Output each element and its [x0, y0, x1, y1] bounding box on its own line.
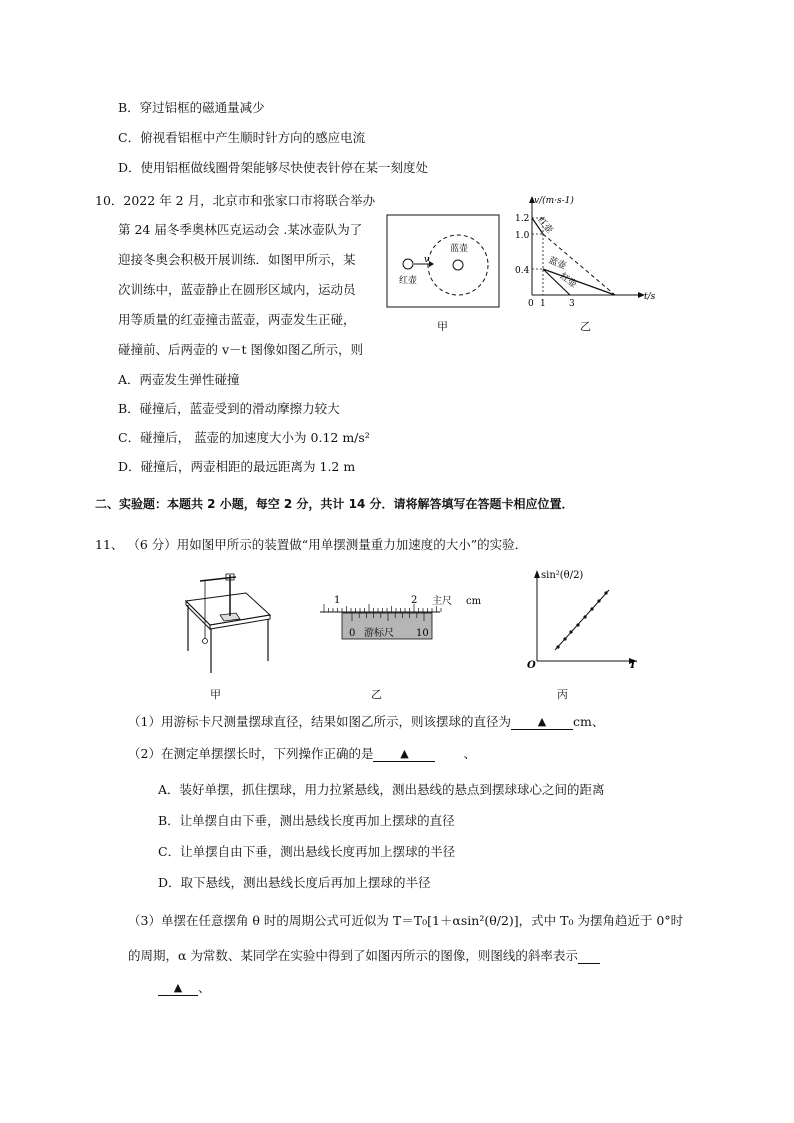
data-point [597, 599, 600, 602]
x-tick-0: 0 [528, 299, 534, 309]
curling-figure [385, 213, 503, 311]
q11-part2-option-d: D．取下悬线，测出悬线长度后再加上摆球的半径 [158, 875, 431, 890]
y-tick-0.4: 0.4 [515, 266, 530, 276]
pendulum-bob [203, 639, 208, 644]
data-point [556, 645, 559, 648]
origin-label: O [527, 660, 536, 670]
q10-stem-line1: 10．2022 年 2 月，北京市和张家口市将联合举办 [95, 193, 376, 208]
section-2-heading: 二、实验题：本题共 2 小题，每空 2 分，共计 14 分．请将解答填写在答题卡相应位置． [95, 497, 574, 511]
q9-option-b: B．穿过铝框的磁通量减少 [118, 100, 265, 115]
data-point [583, 615, 586, 618]
vernier-scale-label: 游标尺 [364, 628, 394, 639]
blue-stone-label: 蓝壶 [450, 244, 469, 254]
main-tick-label-2: 2 [411, 595, 418, 606]
q11-part2-tail: 、 [463, 746, 476, 761]
blue-line-after [543, 269, 615, 295]
q10-option-a: A．两壶发生弹性碰撞 [118, 372, 240, 387]
red-line-label: 红壶 [535, 215, 555, 236]
q10-stem-line4: 次训练中，蓝壶静止在圆形区域内，运动员 [118, 282, 356, 297]
velocity-label: v [424, 255, 430, 265]
q11-part3-line2-text: 的周期，α 为常数、某同学在实验中得到了如图丙所示的图像，则图线的斜率表示 [128, 948, 578, 963]
vernier-figure-caption: 乙 [371, 688, 382, 701]
vt-graph [512, 193, 672, 311]
q11-part2-option-c: C．让单摆自由下垂，测出悬线长度再加上摆球的半径 [158, 844, 456, 859]
q9-option-d: D．使用铝框做线圈骨架能够尽快使表针停在某一刻度处 [118, 160, 429, 175]
q10-stem-line6: 碰撞前、后两壶的 v－t 图像如图乙所示，则 [118, 342, 364, 357]
q11-part3-answer-blank[interactable]: ▲ [158, 981, 198, 996]
red-stone [403, 259, 413, 269]
q11-part1-answer-blank[interactable]: ▲ [511, 715, 573, 730]
pendulum-figure-caption: 甲 [210, 688, 221, 701]
vernier-tick-label-10: 10 [416, 628, 429, 639]
x-tick-1: 1 [540, 299, 546, 309]
q10-option-d: D．碰撞后，两壶相距的最远距离为 1.2 m [118, 459, 356, 474]
sin2-graph-caption: 丙 [557, 688, 568, 701]
red-stone-label: 红壶 [399, 276, 418, 286]
q11-part2-option-b: B．让单摆自由下垂，测出悬线长度再加上摆球的直径 [158, 813, 455, 828]
table-edge-front [210, 615, 270, 629]
q11-part2-option-a: A．装好单摆，抓住摆球，用力拉紧悬线，测出悬线的悬点到摆球球心之间的距离 [158, 782, 605, 797]
q11-stem: 11、 （6 分）用如图甲所示的装置做“用单摆测量重力加速度的大小”的实验． [95, 537, 528, 552]
data-point [604, 591, 607, 594]
vernier-caliper-figure [316, 588, 496, 644]
sin2-vs-t-graph [523, 564, 643, 670]
vt-graph-caption: 乙 [580, 320, 591, 333]
q11-part2-text: （2）在测定单摆摆长时，下列操作正确的是 [128, 746, 374, 761]
q11-part3-line3 [158, 978, 211, 996]
q11-part1 [128, 712, 604, 730]
y-tick-1.0: 1.0 [515, 231, 530, 241]
table-edge-left [186, 601, 210, 629]
pendulum-apparatus-figure [178, 571, 278, 675]
y-axis-arrow [534, 570, 540, 578]
q11-part3-tail: 、 [198, 980, 211, 995]
y-axis-label: sin²(θ/2) [541, 570, 584, 581]
q10-stem-line3: 迎接冬奥会积极开展训练．如图甲所示，某 [118, 252, 356, 267]
main-tick-label-1: 1 [334, 595, 341, 606]
t-axis-label: t/s [644, 292, 656, 302]
data-point [576, 623, 579, 626]
q10-stem-line2: 第 24 届冬季奥林匹克运动会 .某冰壶队为了 [118, 222, 363, 237]
arrow-head [429, 261, 434, 267]
v-axis-label: v/(m·s-1) [534, 196, 574, 206]
data-point [569, 630, 572, 633]
q11-part3-line2 [128, 946, 600, 964]
curling-figure-caption: 甲 [437, 320, 448, 333]
blue-stone [453, 260, 463, 270]
main-scale-ticks [324, 604, 441, 612]
data-point [563, 637, 566, 640]
x-axis-label: T [629, 660, 637, 670]
q9-option-c: C．俯视看铝框中产生顺时针方向的感应电流 [118, 130, 366, 145]
q10-stem-line5: 用等质量的红壶撞击蓝壶，两壶发生正碰， [118, 312, 356, 327]
q11-part3-blank-start [578, 949, 600, 964]
y-tick-1.2: 1.2 [515, 214, 530, 224]
blue-line-label-top: 蓝壶 [547, 255, 568, 272]
q10-option-b: B．碰撞后，蓝壶受到的滑动摩擦力较大 [118, 401, 340, 416]
vernier-tick-label-0: 0 [349, 628, 356, 639]
x-tick-3: 3 [569, 299, 575, 309]
q11-part1-tail: cm、 [572, 714, 605, 729]
fit-line [555, 590, 609, 650]
red-line-label-bottom: 红壶 [557, 271, 579, 291]
unit-label: cm [466, 596, 482, 607]
q11-part3-line1: （3）单摆在任意摆角 θ 时的周期公式可近似为 T＝T₀[1＋αsin²(θ/2)]，式中 T₀ 为摆角趋近于 0°时 [128, 913, 684, 928]
main-scale-label: 主尺 [432, 596, 452, 607]
q11-part2 [128, 744, 476, 762]
q11-part1-text: （1）用游标卡尺测量摆球直径，结果如图乙所示，则该摆球的直径为 [128, 714, 511, 729]
q10-option-c: C．碰撞后， 蓝壶的加速度大小为 0.12 m/s² [118, 430, 370, 445]
q11-part2-answer-blank[interactable]: ▲ [373, 747, 435, 762]
data-point [590, 607, 593, 610]
